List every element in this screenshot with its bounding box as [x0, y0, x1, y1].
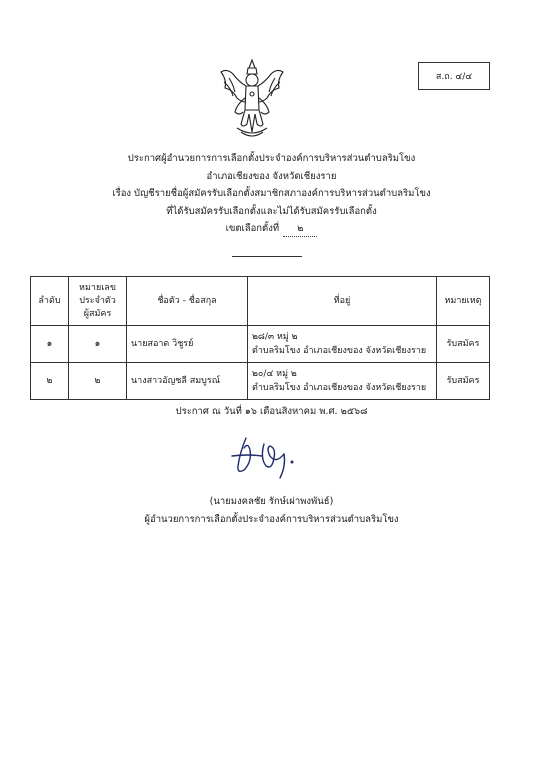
signer-position: ผู้อำนวยการการเลือกตั้งประจำองค์การบริหารส่วนตำบลริมโขง [144, 514, 399, 525]
row-order: ๑ [31, 326, 69, 363]
electoral-district [0, 221, 543, 237]
table-header-row [31, 277, 490, 326]
row-order: ๒ [31, 363, 69, 400]
row-candidate-number: ๒ [69, 363, 127, 400]
announcement-subject-continued: ที่ได้รับสมัครรับเลือกตั้งและไม่ได้รับสมัครรับเลือกตั้ง [166, 206, 377, 217]
row-remark: รับสมัคร [437, 363, 490, 400]
district-number: ๒ [283, 221, 317, 237]
announcement-date: ประกาศ ณ วันที่ ๑๖ เดือนสิงหาคม พ.ศ. ๒๕๖๘ [175, 406, 368, 417]
row-name: นายสอาด วิชูรย์ [127, 326, 248, 363]
row-address: ๒๐/๔ หมู่ ๒ ตำบลริมโขง อำเภอเชียงของ จังหวัดเชียงราย [248, 363, 437, 400]
row-candidate-number: ๑ [69, 326, 127, 363]
column-order: ลำดับ [31, 277, 69, 326]
announcement-title: ประกาศผู้อำนวยการการเลือกตั้งประจำองค์การบริหารส่วนตำบลริมโขง [127, 153, 416, 164]
garuda-emblem-icon [219, 58, 285, 140]
row-name: นางสาวอัญชลี สมบูรณ์ [127, 363, 248, 400]
signer-name: (นายมงคลชัย รักษ์เผ่าพงพันธ์) [209, 496, 334, 507]
announcement-subject: เรื่อง บัญชีรายชื่อผู้สมัครรับเลือกตั้งสมาชิกสภาองค์การบริหารส่วนตำบลริมโขง [112, 188, 431, 199]
district-label: เขตเลือกตั้งที่ [225, 223, 280, 234]
candidate-table [30, 276, 490, 400]
column-remark: หมายเหตุ [437, 277, 490, 326]
column-address: ที่อยู่ [248, 277, 437, 326]
form-code: ส.ถ. ๔/๔ [435, 72, 473, 82]
form-code-box [418, 62, 490, 90]
column-name: ชื่อตัว - ชื่อสกุล [127, 277, 248, 326]
column-candidate-number: หมายเลข ประจำตัว ผู้สมัคร [69, 277, 127, 326]
row-remark: รับสมัคร [437, 326, 490, 363]
table-row [31, 326, 490, 363]
district-province: อำเภอเชียงของ จังหวัดเชียงราย [206, 171, 337, 182]
signature-icon [226, 430, 306, 482]
table-row [31, 363, 490, 400]
row-address: ๒๘/๓ หมู่ ๒ ตำบลริมโขง อำเภอเชียงของ จังหวัดเชียงราย [248, 326, 437, 363]
header-divider [232, 256, 302, 257]
